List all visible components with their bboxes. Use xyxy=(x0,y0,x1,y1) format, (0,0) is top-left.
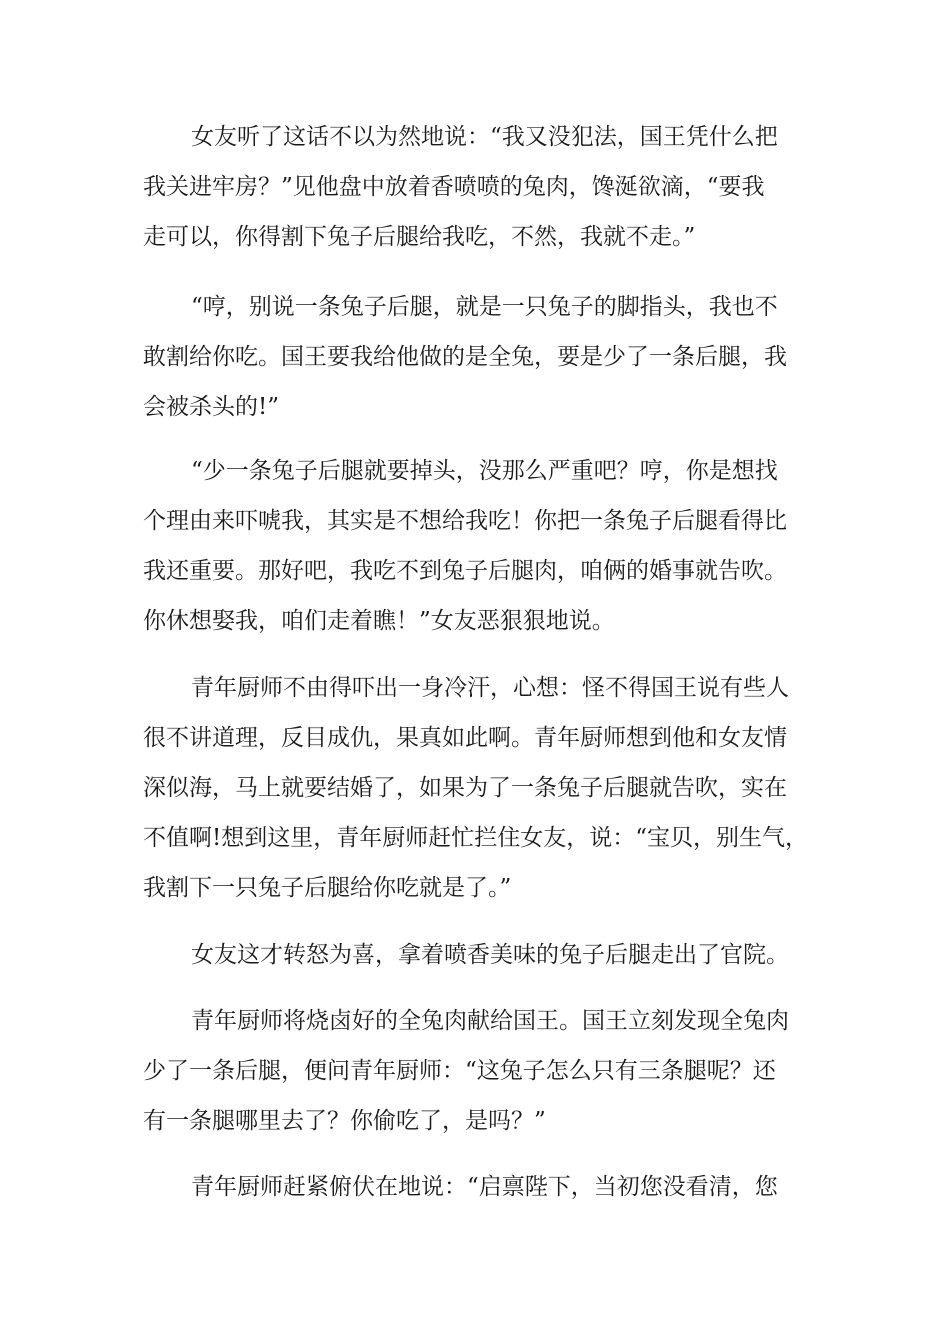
text-line: 你休想娶我，咱们走着瞧！”女友恶狠狠地说。 xyxy=(143,608,615,634)
text-line: 有一条腿哪里去了？你偷吃了，是吗？” xyxy=(143,1108,546,1134)
text-line: 青年厨师赶紧俯伏在地说：“启禀陛下，当初您没看清，您 xyxy=(191,1174,778,1200)
text-line: 青年厨师将烧卤好的全兔肉献给国王。国王立刻发现全兔肉 xyxy=(191,1008,789,1034)
text-line: 女友听了这话不以为然地说：“我又没犯法，国王凭什么把 xyxy=(191,124,778,150)
text-line: 我关进牢房？”见他盘中放着香喷喷的兔肉，馋涎欲滴，“要我 xyxy=(143,174,765,200)
text-line: 很不讲道理，反目成仇，果真如此啊。青年厨师想到他和女友情 xyxy=(143,725,787,751)
text-line: 我割下一只兔子后腿给你吃就是了。” xyxy=(143,875,512,901)
text-line: 走可以，你得割下兔子后腿给我吃，不然，我就不走。” xyxy=(143,224,696,250)
text-line: “哼，别说一条兔子后腿，就是一只兔子的脚指头，我也不 xyxy=(191,294,778,320)
text-line: 不值啊!想到这里，青年厨师赶忙拦住女友，说：“宝贝，别生气， xyxy=(143,825,809,851)
text-line: 青年厨师不由得吓出一身冷汗，心想：怪不得国王说有些人 xyxy=(191,675,789,701)
text-line: 深似海，马上就要结婚了，如果为了一条兔子后腿就告吹，实在 xyxy=(143,775,787,801)
text-line: 个理由来吓唬我，其实是不想给我吃！你把一条兔子后腿看得比 xyxy=(143,508,787,534)
text-line: “少一条兔子后腿就要掉头，没那么严重吧？哼，你是想找 xyxy=(191,458,778,484)
text-line: 少了一条后腿，便问青年厨师：“这兔子怎么只有三条腿呢？还 xyxy=(143,1058,776,1084)
text-line: 敢割给你吃。国王要我给他做的是全兔，要是少了一条后腿，我 xyxy=(143,344,787,370)
text-line: 女友这才转怒为喜，拿着喷香美味的兔子后腿走出了官院。 xyxy=(191,942,789,968)
text-line: 我还重要。那好吧，我吃不到兔子后腿肉，咱俩的婚事就告吹。 xyxy=(143,558,787,584)
text-line: 会被杀头的!” xyxy=(143,394,280,420)
